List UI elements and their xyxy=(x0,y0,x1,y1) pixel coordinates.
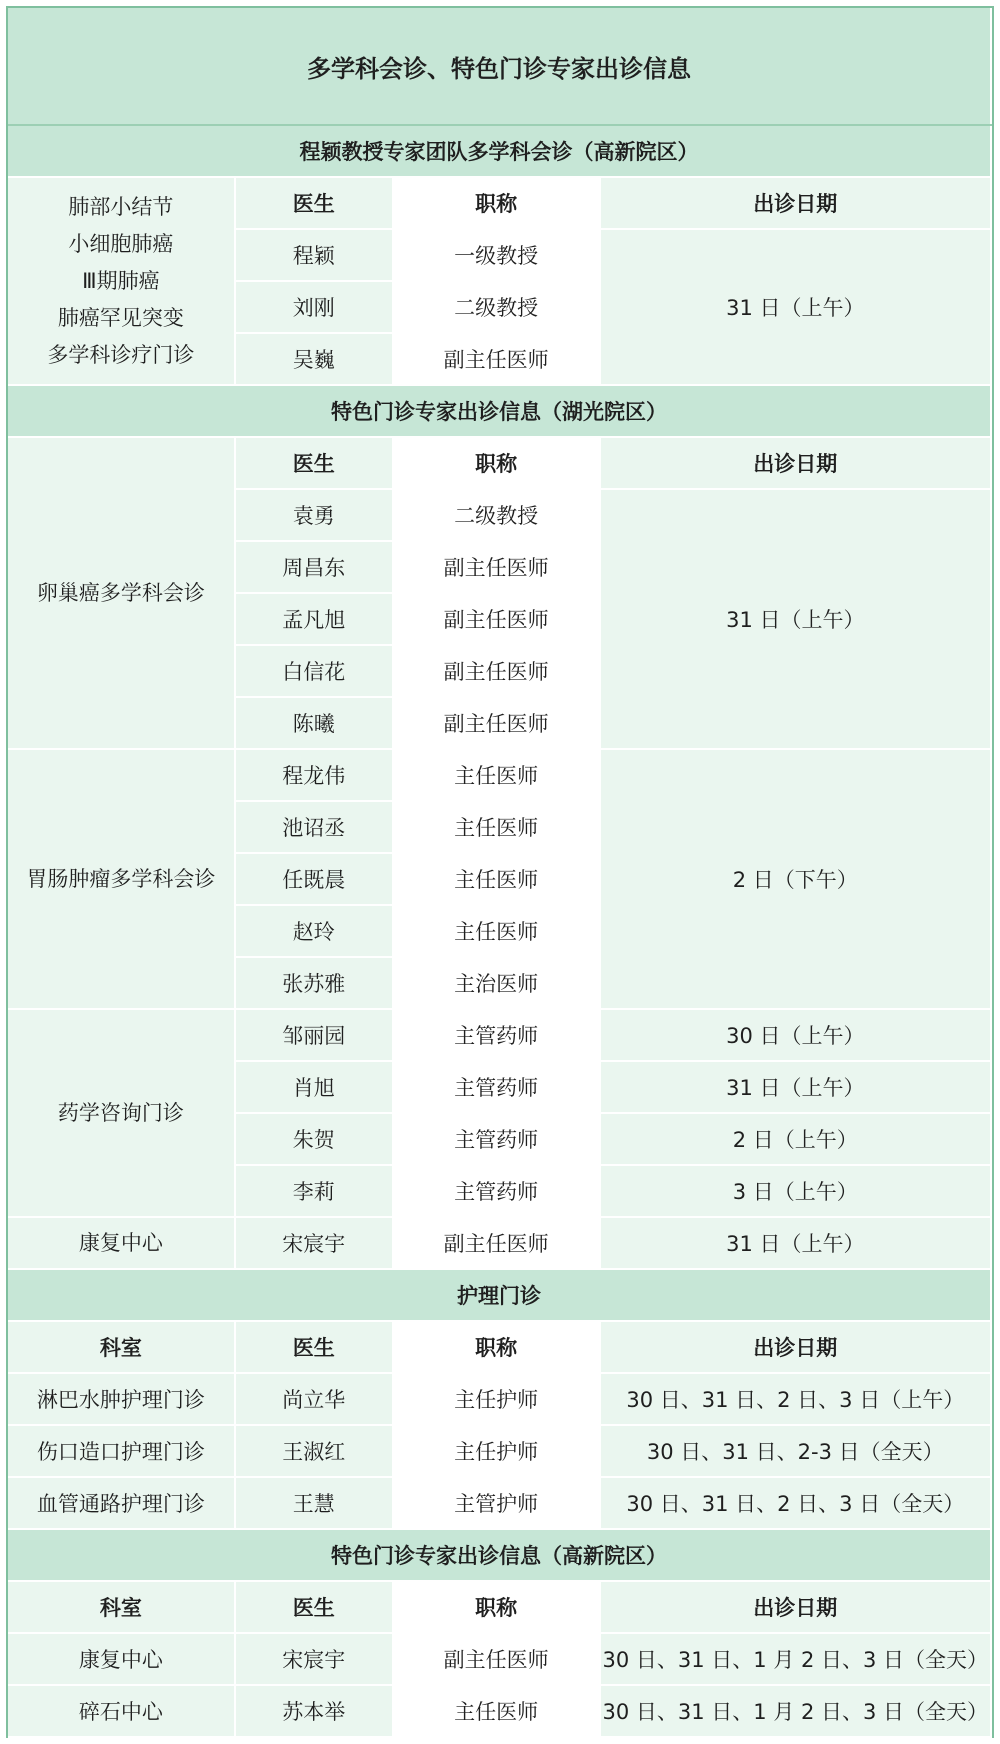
section4-heading: 特色门诊专家出诊信息（高新院区） xyxy=(8,1529,991,1581)
doctor-cell: 池诏丞 xyxy=(235,801,393,853)
title-cell: 主任护师 xyxy=(393,1425,600,1477)
table-row xyxy=(8,1373,991,1425)
date-cell: 30 日、31 日、2 日、3 日（上午） xyxy=(600,1373,991,1425)
date-cell: 30 日、31 日、1 月 2 日、3 日（全天） xyxy=(600,1685,991,1737)
title-cell: 副主任医师 xyxy=(393,593,600,645)
header-date: 出诊日期 xyxy=(600,177,991,229)
table-row xyxy=(8,1685,991,1737)
doctor-cell: 宋宸宇 xyxy=(235,1633,393,1685)
doctor-cell: 袁勇 xyxy=(235,489,393,541)
title-cell: 二级教授 xyxy=(393,489,600,541)
header-doctor: 医生 xyxy=(235,1581,393,1633)
doctor-cell: 张苏雅 xyxy=(235,957,393,1009)
title-cell: 主治医师 xyxy=(393,957,600,1009)
title-cell: 主任医师 xyxy=(393,1685,600,1737)
doctor-cell: 陈曦 xyxy=(235,697,393,749)
dept-line: 肺部小结节 xyxy=(68,194,174,219)
date-cell: 3 日（上午） xyxy=(600,1165,991,1217)
date-cell: 2 日（上午） xyxy=(600,1113,991,1165)
dept-line: Ⅲ期肺癌 xyxy=(82,268,160,293)
dept-cell: 康复中心 xyxy=(8,1217,235,1269)
dept-cell: 胃肠肿瘤多学科会诊 xyxy=(8,749,235,1009)
dept-cell: 康复中心 xyxy=(8,1633,235,1685)
header-dept: 科室 xyxy=(8,1581,235,1633)
doctor-cell: 朱贺 xyxy=(235,1113,393,1165)
header-title: 职称 xyxy=(393,437,600,489)
section-heading-row xyxy=(8,1529,991,1581)
dept-line: 小细胞肺癌 xyxy=(68,231,174,256)
doctor-cell: 任既晨 xyxy=(235,853,393,905)
title-cell: 副主任医师 xyxy=(393,1217,600,1269)
title-cell: 副主任医师 xyxy=(393,333,600,385)
section-heading-row xyxy=(8,1269,991,1321)
header-date: 出诊日期 xyxy=(600,1581,991,1633)
section1-heading: 程颖教授专家团队多学科会诊（高新院区） xyxy=(8,125,991,177)
header-title: 职称 xyxy=(393,177,600,229)
schedule-table-container xyxy=(6,6,994,1738)
date-cell: 31 日（上午） xyxy=(600,1061,991,1113)
header-doctor: 医生 xyxy=(235,1321,393,1373)
doctor-cell: 白信花 xyxy=(235,645,393,697)
schedule-table xyxy=(8,8,992,1738)
section3-heading: 护理门诊 xyxy=(8,1269,991,1321)
dept-cell: 碎石中心 xyxy=(8,1685,235,1737)
date-cell: 2 日（下午） xyxy=(600,749,991,1009)
title-cell: 主管药师 xyxy=(393,1061,600,1113)
title-cell: 主任医师 xyxy=(393,749,600,801)
table-row xyxy=(8,1633,991,1685)
table-row xyxy=(8,1581,991,1633)
doctor-cell: 苏本举 xyxy=(235,1685,393,1737)
table-row xyxy=(8,1425,991,1477)
title-cell: 二级教授 xyxy=(393,281,600,333)
title-cell: 主任护师 xyxy=(393,1373,600,1425)
title-cell: 主任医师 xyxy=(393,905,600,957)
header-date: 出诊日期 xyxy=(600,437,991,489)
section2-heading: 特色门诊专家出诊信息（湖光院区） xyxy=(8,385,991,437)
title-cell: 主管护师 xyxy=(393,1477,600,1529)
title-cell: 副主任医师 xyxy=(393,697,600,749)
table-row xyxy=(8,1477,991,1529)
date-cell: 30 日、31 日、2-3 日（全天） xyxy=(600,1425,991,1477)
dept-cell: 卵巢癌多学科会诊 xyxy=(8,437,235,749)
title-cell: 一级教授 xyxy=(393,229,600,281)
date-cell: 31 日（上午） xyxy=(600,229,991,385)
table-row xyxy=(8,1321,991,1373)
doctor-cell: 宋宸宇 xyxy=(235,1217,393,1269)
title-cell: 主管药师 xyxy=(393,1165,600,1217)
dept-line: 多学科诊疗门诊 xyxy=(47,342,195,367)
date-cell: 30 日（上午） xyxy=(600,1009,991,1061)
title-cell: 主管药师 xyxy=(393,1009,600,1061)
doctor-cell: 赵玲 xyxy=(235,905,393,957)
title-cell: 副主任医师 xyxy=(393,645,600,697)
doctor-cell: 肖旭 xyxy=(235,1061,393,1113)
doctor-cell: 孟凡旭 xyxy=(235,593,393,645)
doctor-cell: 周昌东 xyxy=(235,541,393,593)
doctor-cell: 李莉 xyxy=(235,1165,393,1217)
table-row xyxy=(8,177,991,229)
dept-cell: 药学咨询门诊 xyxy=(8,1009,235,1217)
doctor-cell: 邹丽园 xyxy=(235,1009,393,1061)
header-doctor: 医生 xyxy=(235,177,393,229)
dept-cell: 淋巴水肿护理门诊 xyxy=(8,1373,235,1425)
date-cell: 30 日、31 日、1 月 2 日、3 日（全天） xyxy=(600,1633,991,1685)
table-row xyxy=(8,437,991,489)
doctor-cell: 程颖 xyxy=(235,229,393,281)
page-title: 多学科会诊、特色门诊专家出诊信息 xyxy=(8,8,991,125)
doctor-cell: 王淑红 xyxy=(235,1425,393,1477)
doctor-cell: 刘刚 xyxy=(235,281,393,333)
header-title: 职称 xyxy=(393,1581,600,1633)
title-cell: 主任医师 xyxy=(393,853,600,905)
date-cell: 31 日（上午） xyxy=(600,1217,991,1269)
table-row xyxy=(8,1217,991,1269)
header-doctor: 医生 xyxy=(235,437,393,489)
header-date: 出诊日期 xyxy=(600,1321,991,1373)
doctor-cell: 吴巍 xyxy=(235,333,393,385)
title-row xyxy=(8,8,991,125)
dept-cell: 伤口造口护理门诊 xyxy=(8,1425,235,1477)
doctor-cell: 程龙伟 xyxy=(235,749,393,801)
title-cell: 副主任医师 xyxy=(393,541,600,593)
section1-dept-cell xyxy=(8,177,235,385)
header-title: 职称 xyxy=(393,1321,600,1373)
date-cell: 30 日、31 日、2 日、3 日（全天） xyxy=(600,1477,991,1529)
title-cell: 主任医师 xyxy=(393,801,600,853)
section-heading-row xyxy=(8,385,991,437)
dept-cell: 血管通路护理门诊 xyxy=(8,1477,235,1529)
section-heading-row xyxy=(8,125,991,177)
doctor-cell: 王慧 xyxy=(235,1477,393,1529)
title-cell: 主管药师 xyxy=(393,1113,600,1165)
dept-line: 肺癌罕见突变 xyxy=(57,305,184,330)
doctor-cell: 尚立华 xyxy=(235,1373,393,1425)
header-dept: 科室 xyxy=(8,1321,235,1373)
table-row xyxy=(8,1009,991,1061)
date-cell: 31 日（上午） xyxy=(600,489,991,749)
title-cell: 副主任医师 xyxy=(393,1633,600,1685)
table-row xyxy=(8,749,991,801)
